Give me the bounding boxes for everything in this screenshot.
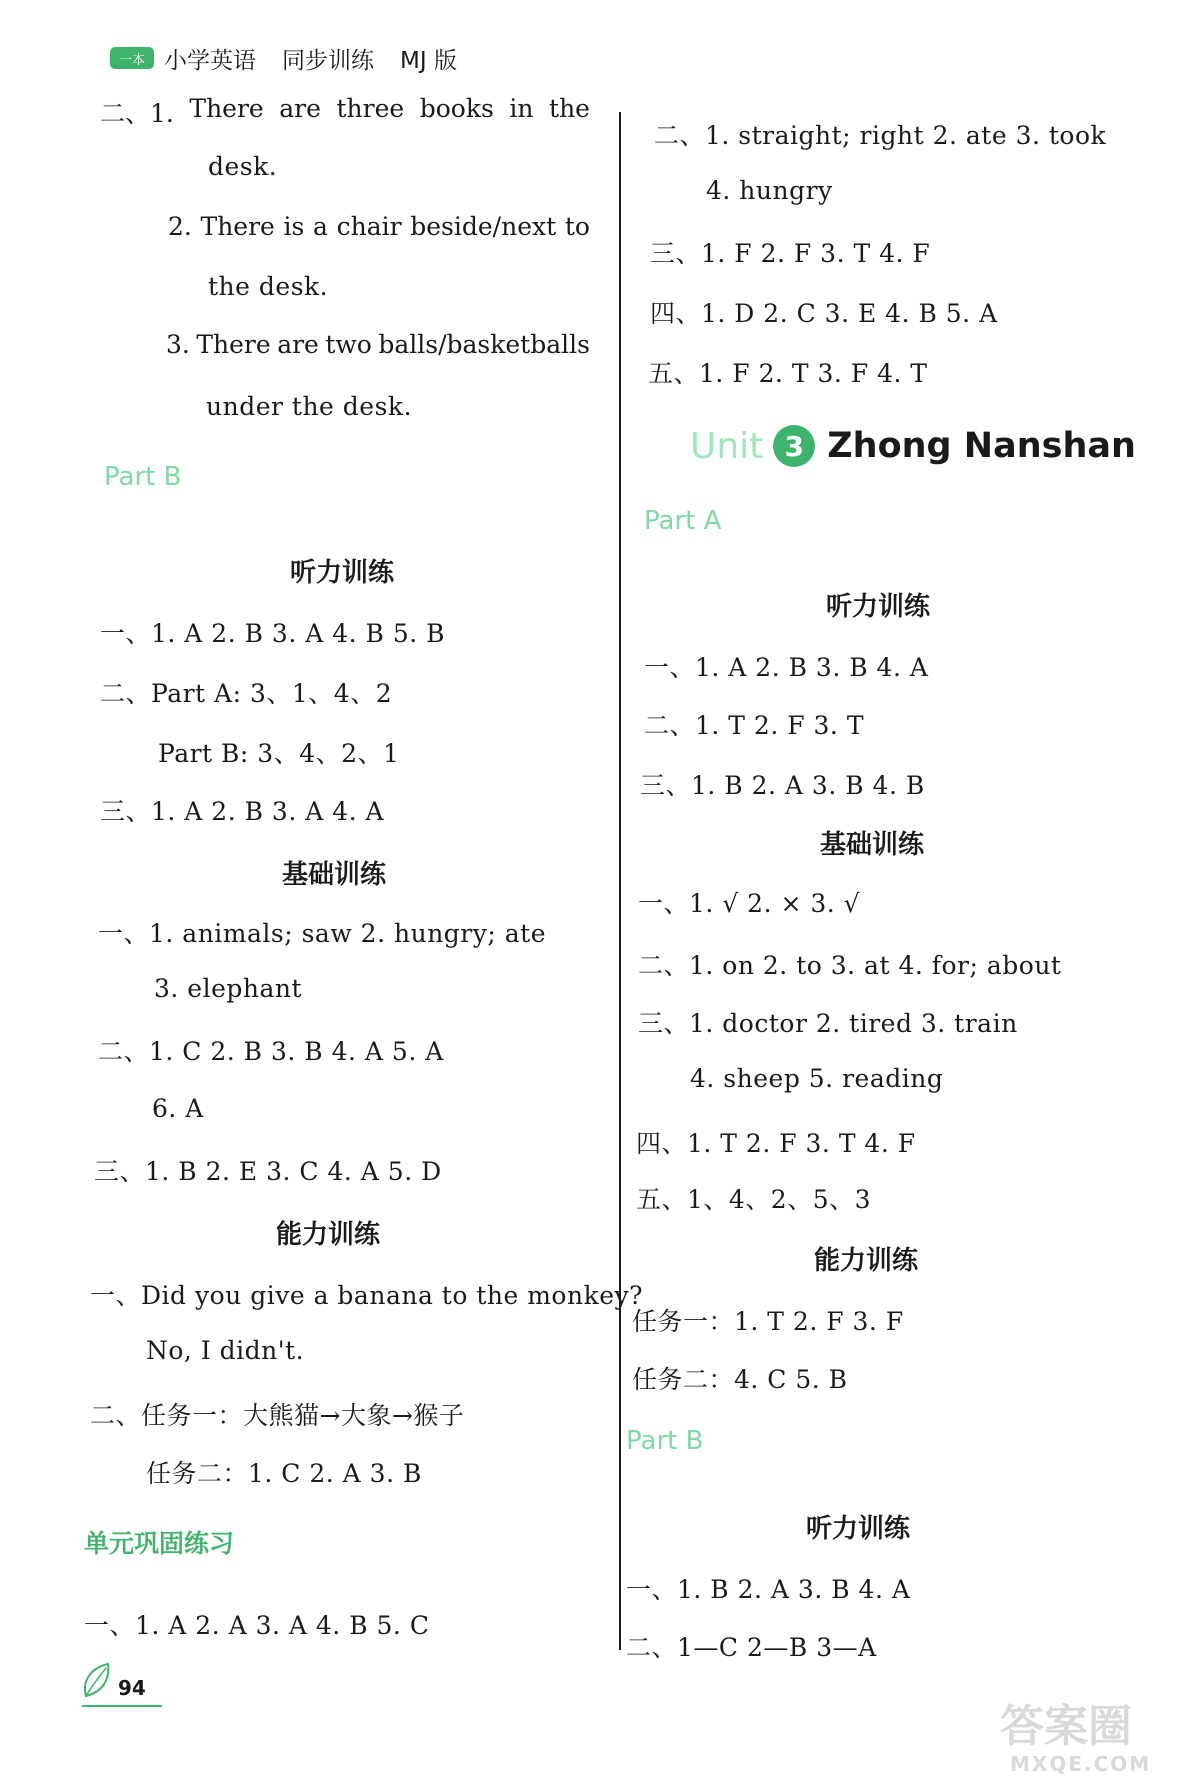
- part-b-heading: Part B: [104, 462, 182, 492]
- word: the: [549, 94, 590, 123]
- listening-heading: 听力训练: [806, 1514, 911, 1544]
- answer-line: 五、1. F 2. T 3. F 4. T: [648, 359, 928, 388]
- word: to: [564, 212, 590, 241]
- unit-number-badge: 3: [773, 425, 815, 467]
- basic-training-heading: 基础训练: [282, 860, 387, 890]
- answer-line: 二、任务一：大熊猫→大象→猴子: [90, 1401, 465, 1430]
- answer-line: 一、1. A 2. B 3. B 4. A: [644, 653, 929, 682]
- answer-line: 3. elephant: [154, 974, 303, 1003]
- word: are: [277, 330, 319, 359]
- word: beside/next: [410, 212, 557, 241]
- answer-line: 三、1. doctor 2. tired 3. train: [638, 1009, 1018, 1038]
- basic-training-heading: 基础训练: [820, 830, 925, 860]
- listening-heading: 听力训练: [290, 558, 395, 588]
- answer-line: 一、1. B 2. A 3. B 4. A: [626, 1575, 911, 1604]
- word: is: [283, 212, 305, 241]
- answer-line: 四、1. D 2. C 3. E 4. B 5. A: [650, 299, 998, 328]
- word: balls/basketballs: [378, 330, 590, 359]
- answer-line: 一、1. A 2. A 3. A 4. B 5. C: [84, 1611, 430, 1640]
- answer-line: [168, 212, 590, 241]
- answer-line: 6. A: [152, 1094, 204, 1123]
- watermark-text: 答案圈: [1000, 1701, 1132, 1752]
- leaf-icon: [80, 1660, 116, 1700]
- word: are: [279, 94, 321, 123]
- unit-title-block: [690, 425, 1136, 467]
- watermark-url: MXQE.COM: [1010, 1752, 1152, 1776]
- part-b-heading: Part B: [626, 1426, 704, 1456]
- answer-line: 三、1. F 2. F 3. T 4. F: [650, 239, 931, 268]
- word: There: [200, 212, 275, 241]
- answer-line: 一、1. A 2. B 3. A 4. B 5. B: [100, 619, 446, 648]
- answer-line: the desk.: [208, 272, 329, 301]
- answer-line: 任务二：4. C 5. B: [632, 1365, 848, 1394]
- page-number: 94: [118, 1676, 146, 1700]
- answer-line: under the desk.: [206, 392, 413, 421]
- header-subject: 小学英语: [164, 47, 256, 74]
- answer-line: 二、1. straight; right 2. ate 3. took: [654, 121, 1107, 150]
- word: chair: [336, 212, 402, 241]
- answer-line: 任务一：1. T 2. F 3. F: [632, 1307, 904, 1336]
- answer-line: 二、Part A: 3、1、4、2: [100, 679, 393, 708]
- column-divider: [619, 112, 621, 1650]
- word: two: [325, 330, 372, 359]
- page-header: [110, 40, 483, 76]
- unit-review-heading: 单元巩固练习: [84, 1529, 235, 1558]
- page-number-block: [80, 1660, 146, 1700]
- word: three: [336, 94, 405, 123]
- answer-line: Part B: 3、4、2、1: [158, 739, 400, 768]
- header-series: 同步训练: [282, 47, 374, 74]
- word: 二、1.: [100, 99, 174, 128]
- word: a: [313, 212, 328, 241]
- listening-heading: 听力训练: [826, 592, 931, 622]
- answer-line: 一、Did you give a banana to the monkey?: [90, 1281, 644, 1310]
- answer-line: 二、1. T 2. F 3. T: [644, 711, 864, 740]
- answer-line: 三、1. A 2. B 3. A 4. A: [100, 797, 385, 826]
- word: in: [509, 94, 534, 123]
- answer-line: 五、1、4、2、5、3: [636, 1185, 872, 1214]
- answer-line: No, I didn't.: [146, 1336, 305, 1365]
- unit-title: Zhong Nanshan: [827, 426, 1136, 466]
- answer-line: [100, 94, 590, 130]
- ability-training-heading: 能力训练: [276, 1220, 381, 1250]
- answer-line: 任务二：1. C 2. A 3. B: [146, 1459, 422, 1488]
- answer-line: [166, 330, 590, 359]
- header-edition: MJ 版: [400, 47, 457, 74]
- answer-line: 4. sheep 5. reading: [690, 1064, 944, 1093]
- answer-line: 三、1. B 2. E 3. C 4. A 5. D: [94, 1157, 442, 1186]
- page-number-underline: [82, 1705, 162, 1707]
- answer-line: 四、1. T 2. F 3. T 4. F: [636, 1129, 916, 1158]
- answer-line: desk.: [208, 152, 278, 181]
- unit-word: Unit: [690, 425, 764, 467]
- answer-line: 二、1. C 2. B 3. B 4. A 5. A: [98, 1037, 444, 1066]
- word: There: [189, 94, 264, 123]
- answer-line: 一、1. √ 2. × 3. √: [638, 889, 861, 918]
- word: 3.: [166, 330, 190, 359]
- word: There: [196, 330, 271, 359]
- answer-line: 二、1—C 2—B 3—A: [626, 1633, 877, 1662]
- answer-line: 三、1. B 2. A 3. B 4. B: [640, 771, 925, 800]
- word: books: [419, 94, 494, 123]
- word: 2.: [168, 212, 192, 241]
- answer-line: 一、1. animals; saw 2. hungry; ate: [98, 919, 546, 948]
- series-badge: 一本: [110, 47, 154, 69]
- answer-line: 4. hungry: [706, 176, 833, 205]
- ability-training-heading: 能力训练: [814, 1246, 919, 1276]
- part-a-heading: Part A: [644, 506, 722, 536]
- answer-line: 二、1. on 2. to 3. at 4. for; about: [638, 951, 1062, 980]
